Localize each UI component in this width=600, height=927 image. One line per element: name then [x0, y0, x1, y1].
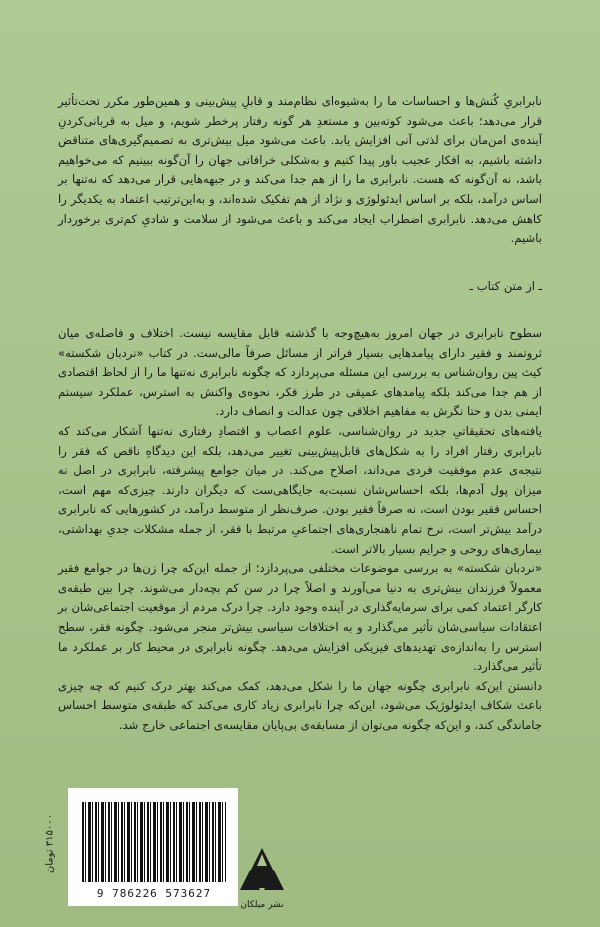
- intro-quote: [58, 92, 542, 249]
- blurb-paragraph: دانستن این‌که نابرابری چگونه جهان ما را شکل می‌دهد، کمک می‌کند بهتر درک کنیم که چه چیزی باعث شکاف ایدئولوژیک می‌شود، این‌که چرا نابرابری زیاد کاری می‌کند که طبقه‌ی متوسط احساس جاماندگی کند، و این‌که چگونه می‌توان از مسابقه‌ی بی‌پایان مقایسه‌ی اجتماعی خارج شد.: [58, 678, 542, 732]
- blurb-paragraph: سطوح نابرابری در جهان امروز به‌هیچ‌وجه با گذشته قابل مقایسه نیست. اختلاف و فاصله‌ی میان ثروتمند و فقیر دارای پیامدهایی بسیار فراتر از مسائل صرفاً مالی‌ست. در کتاب «نردبان شکسته» کیث پین روان‌شناس به بررسی این مسئله می‌پردازد که چگونه نابرابری نه‌تنها ما را از لحاظ اقتصادی از هم جدا می‌کند بلکه پیامدهای عمیقی در طرز فکر، نحوه‌ی واکنش به استرس، عملکرد سیستم ایمنی بدن و حتا نگرش به مفاهیم اخلاقی چون عدالت و انصاف دارد.: [58, 326, 542, 419]
- publisher-logo-icon: [238, 844, 286, 900]
- publisher-name: نشر میلکان: [240, 900, 284, 910]
- blurb-paragraph: یافته‌های تحقیقاتیِ جدید در روان‌شناسی، علوم اعصاب و اقتصادِ رفتاری نه‌تنها آشکار می‌کند که نابرابری رفتار افراد را به شکل‌های قابل‌پیش‌بینی تغییر می‌دهد، بلکه این دیدگاهِ ناقص که فقر را نتیجه‌ی عدم موفقیت فردی می‌داند، اصلاح می‌کند. در میان جوامع پیشرفته، نابرابری در اصل نه میزان پول آدم‌ها، بلکه احساس‌شان نسبت‌به جایگاهی‌ست که دیگران دارند. چیزی‌که مهم است، احساس فقیر بودن است، نه صرفاً فقیر بودن. صرف‌نظر از متوسط درآمد، در کشورهایی که نابرابری درآمد بیش‌تر است، نرخ تمام ناهنجاری‌های اجتماعیِ مرتبط با فقر، از جمله مشکلات جدیِ بهداشتی، بیماری‌های روحی و جرایم بسیار بالاتر است.: [58, 423, 542, 556]
- blurb-paragraph: «نردبان شکسته» به بررسی موضوعات مختلفی می‌پردازد؛ از جمله این‌که چرا زن‌ها در جوامع فقیر معمولاً فرزندان بیش‌تری به دنیا می‌آورند و اصلاً چرا در سن کم بچه‌دار می‌شوند. چرا بین طبقه‌ی کارگر اعتماد کمی برای سرمایه‌گذاری در آینده وجود دارد. چرا درک مردم از موقعیت اجتماعی‌شان بر اعتقادات سیاسی‌شان تأثیر می‌گذارد و به اختلافات سیاسی بیش‌تر منجر می‌شود. چگونه فقر، سطح استرس را به‌اندازه‌ی تهدیدهای فیزیکی افزایش می‌دهد. چگونه نابرابری در محیط کار بر عملکرد ما تأثیر می‌گذارد.: [58, 561, 542, 674]
- blurb: [58, 324, 542, 735]
- isbn-digits: 9 786226 573627: [96, 887, 212, 900]
- intro-paragraph: نابرابریِ کُنش‌ها و احساسات ما را به‌شیوه‌ای نظام‌مند و قابلِ پیش‌بینی و همین‌طور مکرر تحت‌تأثیر قرار می‌دهد؛ باعث می‌شود کوته‌بین و مستعدِ هر گونه رفتار پرخطر شویم، و میل به قربانی‌کردنِ آینده‌ی امن‌مان برای لذتی آنی افزایش یابد. باعث می‌شود میل بیش‌تری به تصمیم‌گیری‌های متناقض داشته باشیم، به افکار عجیب باور پیدا کنیم و به‌شکلی خرافاتی جهان را آن‌گونه ببینیم که می‌خواهیم باشد، نه آن‌گونه که هست. نابرابری ما را از هم جدا می‌کند و در جبهه‌هایی قرار می‌دهد که نه‌تنها بر اساس درآمد، بلکه بر اساس ایدئولوژی و نژاد از هم تفکیک شده‌اند، و به‌این‌ترتیب اعتماد به یکدیگر را کاهش می‌دهد. نابرابری اضطراب ایجاد می‌کند و باعث می‌شود از سلامت و شادیِ کم‌تری برخوردار باشیم.: [58, 94, 542, 246]
- barcode-bars: [82, 802, 226, 882]
- barcode-area: [40, 788, 230, 908]
- quote-source: ـ از متن کتاب ـ: [469, 279, 542, 293]
- isbn-barcode: [68, 788, 238, 906]
- price-text: ۳۱۵۰۰۰ تومان: [44, 813, 56, 874]
- price-label: [40, 788, 60, 906]
